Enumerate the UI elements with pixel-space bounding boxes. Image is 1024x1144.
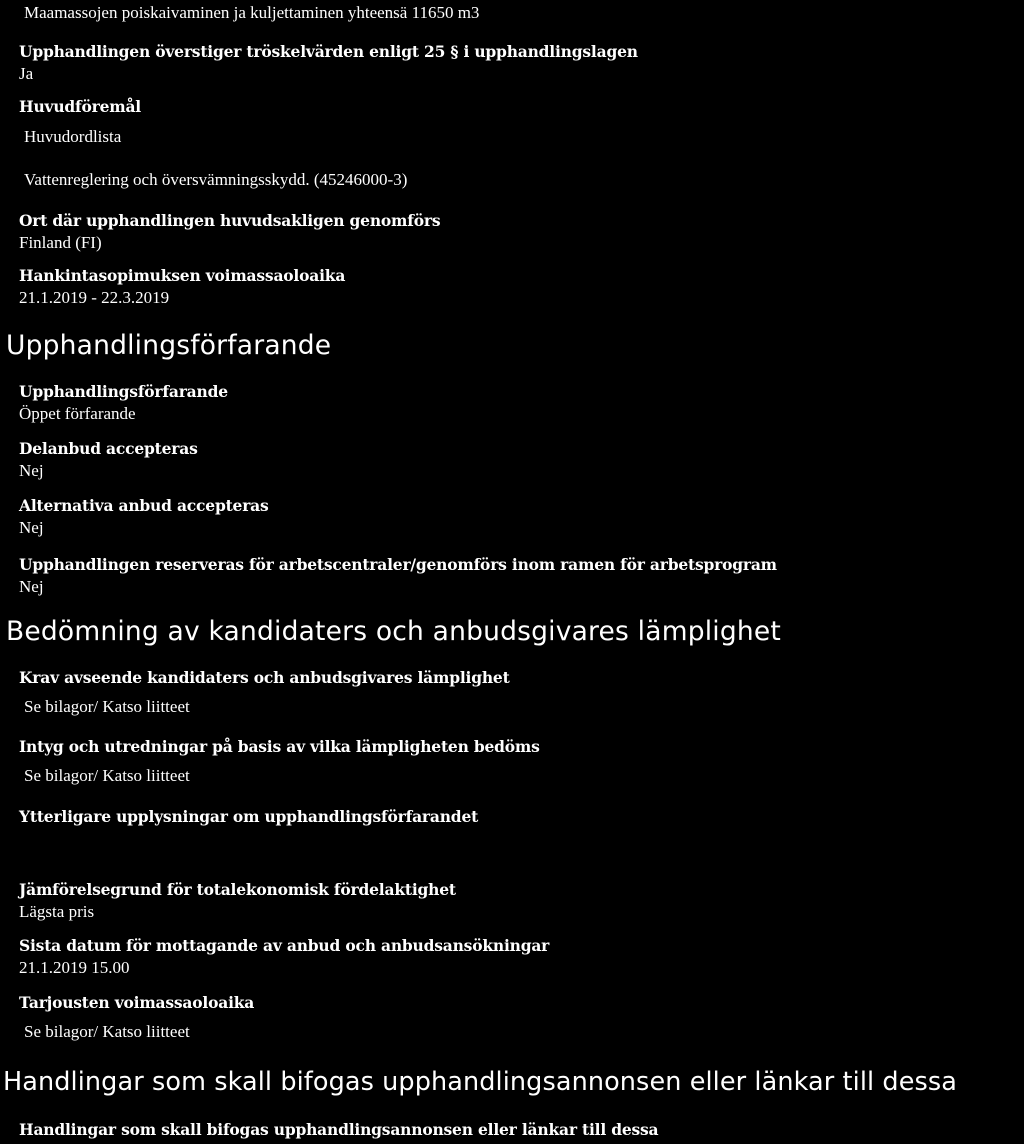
field-label-threshold: Upphandlingen överstiger tröskelvärden enligt 25 § i upphandlingslagen xyxy=(19,42,638,61)
field-label-alternative-bids: Alternativa anbud accepteras xyxy=(19,496,269,515)
section-heading-procedure: Upphandlingsförfarande xyxy=(6,330,332,361)
field-label-deadline: Sista datum för mottagande av anbud och anbudsansökningar xyxy=(19,936,550,955)
field-value-threshold: Ja xyxy=(19,64,34,83)
field-value-reserved-contract: Nej xyxy=(19,577,44,596)
section-heading-attachments: Handlingar som skall bifogas upphandlingsannonsen eller länkar till dessa xyxy=(3,1067,957,1097)
field-label-procedure-type: Upphandlingsförfarande xyxy=(19,382,228,401)
field-label-certificates: Intyg och utredningar på basis av vilka lämpligheten bedöms xyxy=(19,737,540,756)
field-label-tender-validity: Tarjousten voimassaoloaika xyxy=(19,993,255,1012)
field-sublabel-main-vocabulary: Huvudordlista xyxy=(24,127,122,146)
field-label-place: Ort där upphandlingen huvudsakligen genomförs xyxy=(19,211,441,230)
field-value-award-criteria: Lägsta pris xyxy=(19,902,95,921)
field-label-contract-period: Hankintasopimuksen voimassaoloaika xyxy=(19,266,346,285)
field-value-deadline: 21.1.2019 15.00 xyxy=(19,958,130,977)
field-value-certificates: Se bilagor/ Katso liitteet xyxy=(24,766,190,785)
section-heading-suitability: Bedömning av kandidaters och anbudsgivares lämplighet xyxy=(6,616,781,647)
field-label-additional-info: Ytterligare upplysningar om upphandlingsförfarandet xyxy=(19,807,479,826)
field-value-alternative-bids: Nej xyxy=(19,518,44,537)
field-value-cpv-code: Vattenreglering och översvämningsskydd. (45246000-3) xyxy=(24,170,408,189)
field-label-reserved-contract: Upphandlingen reserveras för arbetscentraler/genomförs inom ramen för arbetsprogram xyxy=(19,555,777,574)
field-label-suitability-requirements: Krav avseende kandidaters och anbudsgivares lämplighet xyxy=(19,668,510,687)
field-value-contract-period: 21.1.2019 - 22.3.2019 xyxy=(19,288,170,307)
field-value-suitability-requirements: Se bilagor/ Katso liitteet xyxy=(24,697,190,716)
field-value-place: Finland (FI) xyxy=(19,233,102,252)
field-label-main-object: Huvudföremål xyxy=(19,97,141,116)
field-value-tender-validity: Se bilagor/ Katso liitteet xyxy=(24,1022,190,1041)
field-label-attachments: Handlingar som skall bifogas upphandlingsannonsen eller länkar till dessa xyxy=(19,1120,659,1139)
intro-text: Maamassojen poiskaivaminen ja kuljettaminen yhteensä 11650 m3 xyxy=(24,3,480,22)
field-value-procedure-type: Öppet förfarande xyxy=(19,404,136,423)
field-label-award-criteria: Jämförelsegrund för totalekonomisk fördelaktighet xyxy=(19,880,456,899)
field-value-partial-bids: Nej xyxy=(19,461,44,480)
field-label-partial-bids: Delanbud accepteras xyxy=(19,439,198,458)
